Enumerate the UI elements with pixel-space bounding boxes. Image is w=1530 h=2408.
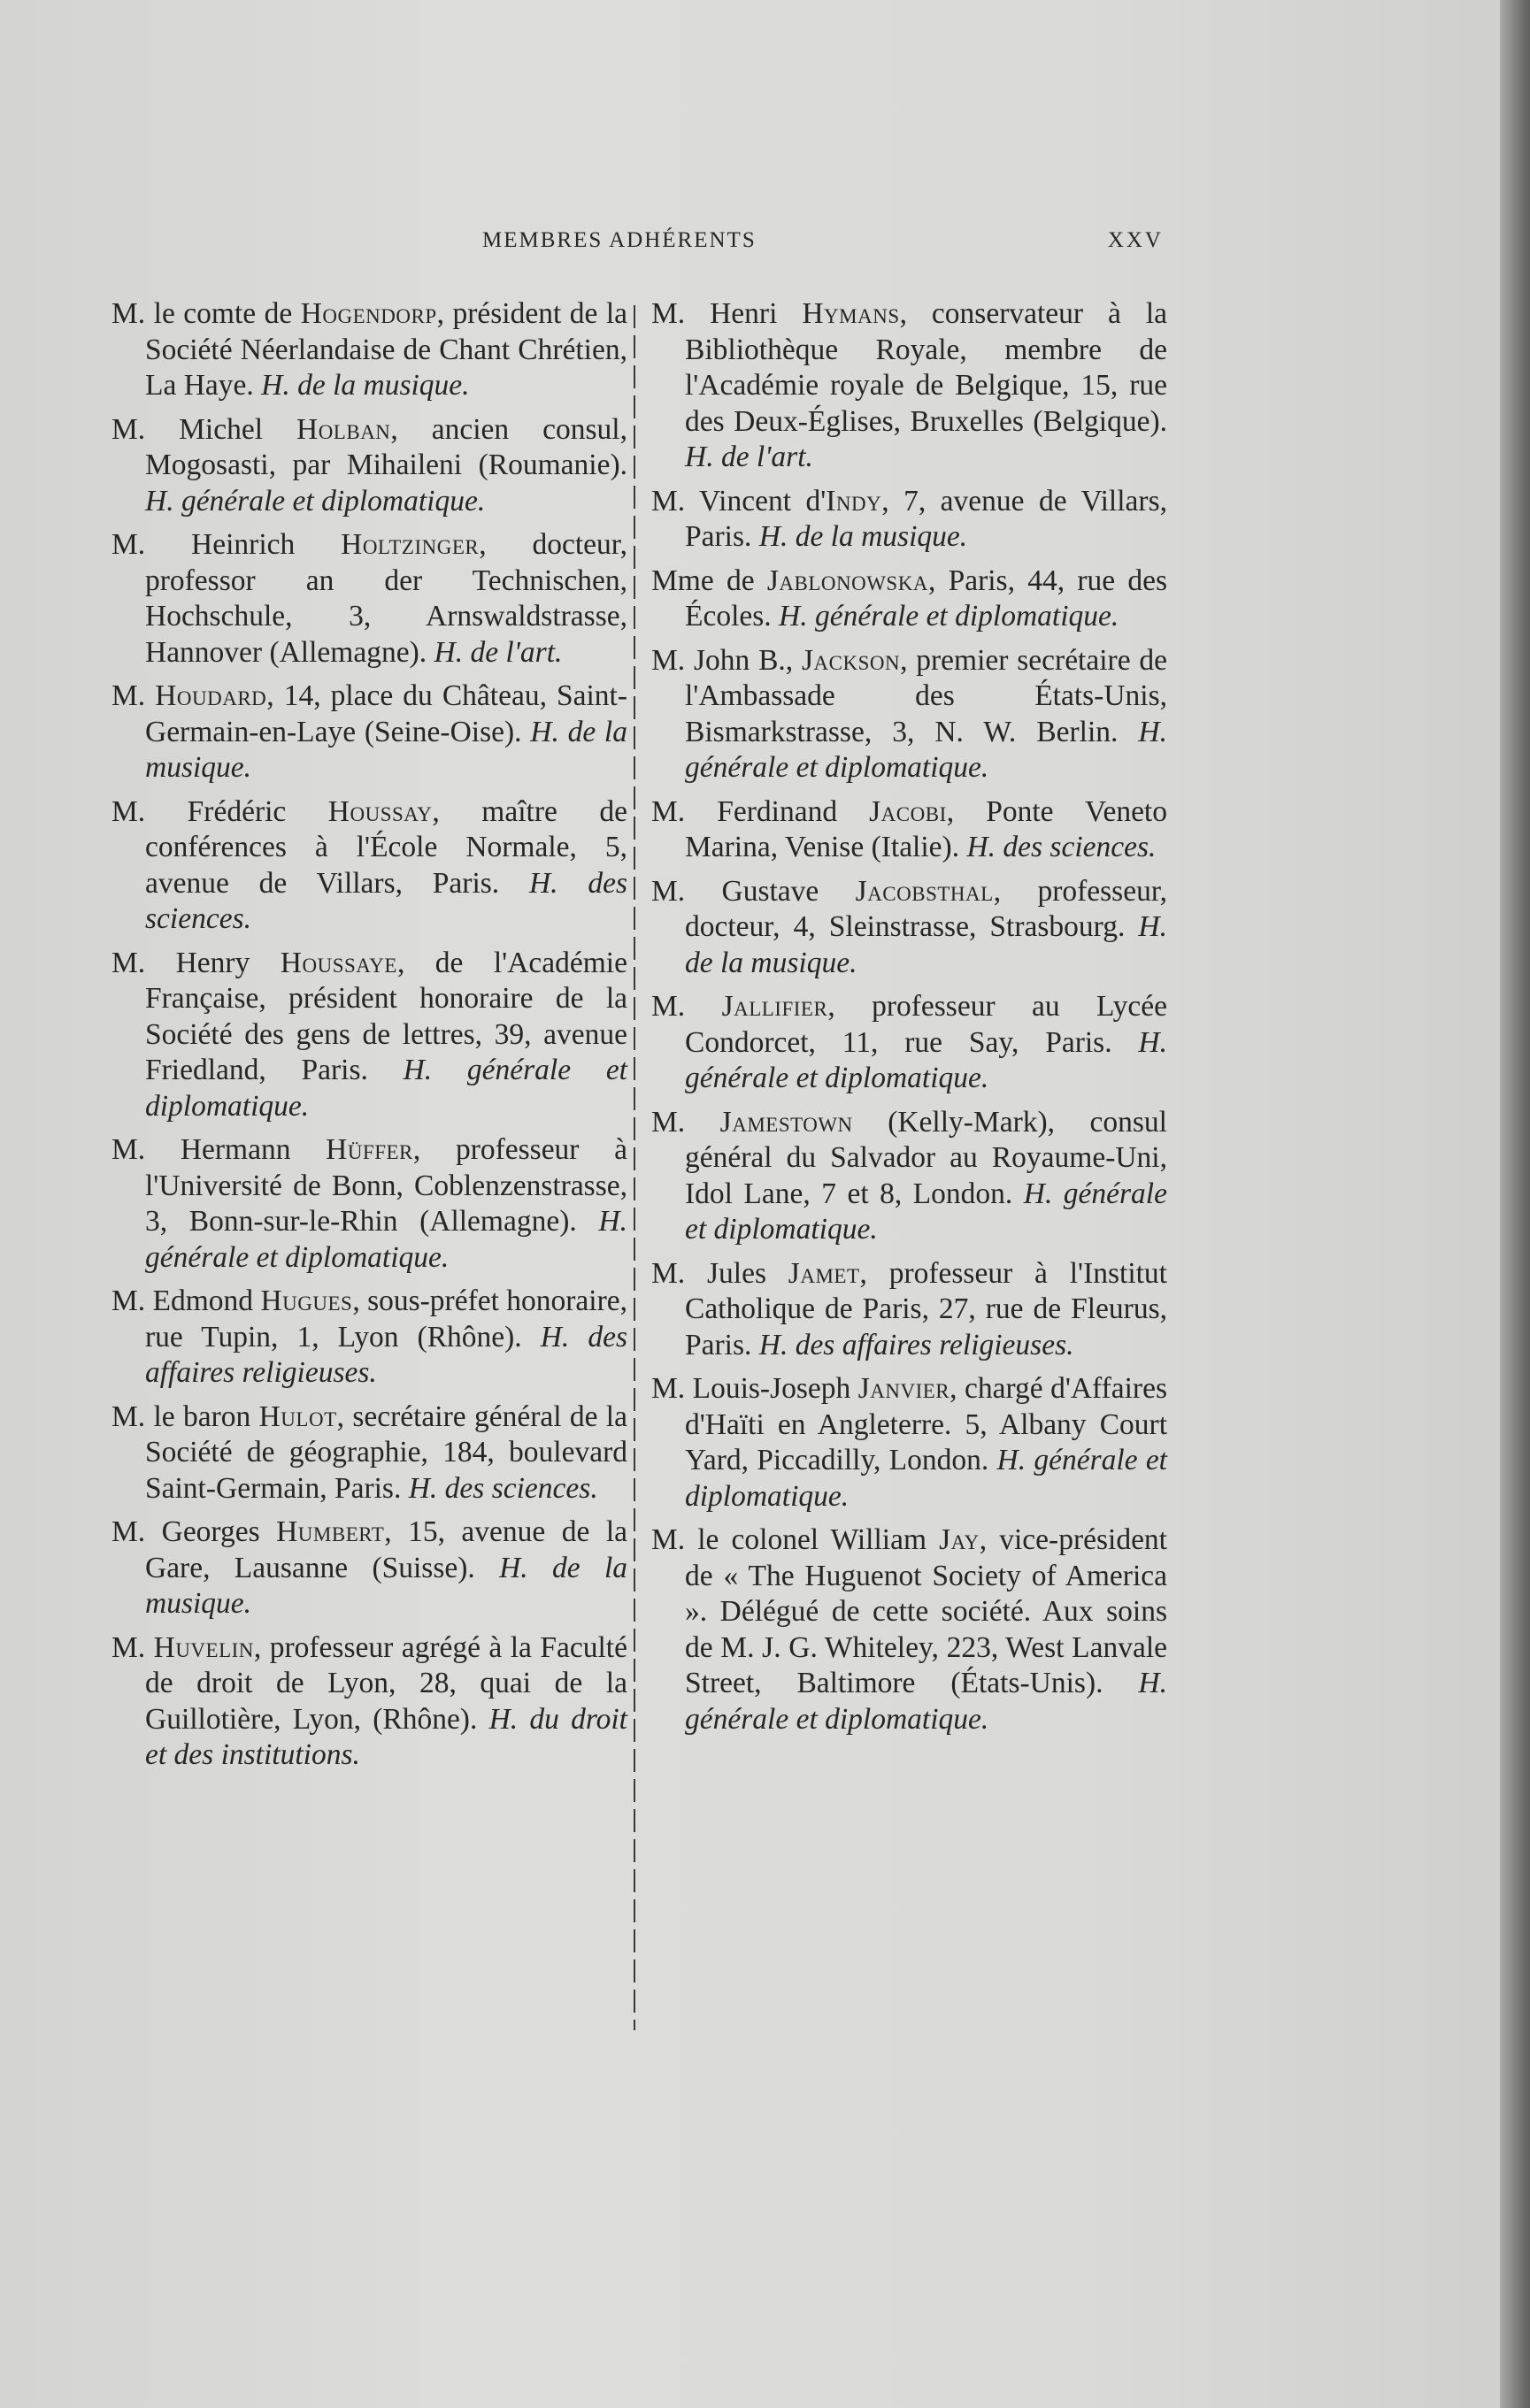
- member-entry: [111, 794, 627, 938]
- entry-details: , conservateur à la Bibliothèque Royale, membre de l'Académie royale de Belgique, 15, rue des Deux-Églises, Bruxelles (Belgique).: [685, 297, 1168, 438]
- member-name: Jallifier: [721, 990, 828, 1023]
- entry-prefix: M. Henry: [111, 946, 281, 979]
- page-number: XXV: [1107, 228, 1164, 252]
- history-section: H. de l'art.: [685, 441, 813, 473]
- member-entry: [111, 1630, 627, 1774]
- member-entry: [111, 679, 627, 786]
- entry-prefix: M. Gustave: [651, 874, 856, 908]
- member-entry: [111, 412, 627, 520]
- history-section: H. des sciences.: [145, 866, 627, 935]
- member-entry: [651, 1371, 1167, 1515]
- entry-prefix: M. Georges: [111, 1515, 277, 1548]
- entry-prefix: M. Vincent d': [651, 484, 827, 518]
- member-name: Jacobsthal: [855, 874, 994, 908]
- history-section: H. de la musique.: [261, 369, 470, 402]
- history-section: H. de la musique.: [685, 910, 1167, 979]
- entry-prefix: M. le comte de: [111, 297, 301, 330]
- member-entry: [651, 874, 1167, 982]
- entry-prefix: M.: [111, 1630, 154, 1664]
- page-edge-shadow: [1500, 0, 1530, 2408]
- history-section: H. générale et diplomatique.: [145, 1054, 627, 1123]
- member-entry: [651, 564, 1167, 635]
- entry-prefix: M. John B.,: [651, 643, 802, 677]
- member-name: Houssay: [327, 794, 433, 828]
- member-entry: [111, 946, 627, 1125]
- column-divider: [634, 305, 635, 2030]
- entry-details: , chargé d'Affaires d'Haïti en Angleterre. 5, Albany Court Yard, Piccadilly, London.: [685, 1372, 1167, 1476]
- member-name: Jacobi: [869, 794, 947, 828]
- entry-prefix: M. Michel: [111, 412, 296, 446]
- entry-prefix: Mme de: [651, 564, 767, 597]
- member-name: Humbert: [276, 1515, 385, 1548]
- history-section: H. générale et diplomatique.: [685, 1025, 1167, 1094]
- history-section: H. de la musique.: [758, 520, 968, 553]
- history-section: H. générale et diplomatique.: [685, 1667, 1167, 1736]
- member-name: Jay: [939, 1523, 980, 1556]
- member-entry: [651, 484, 1167, 556]
- history-section: H. des affaires religieuses.: [758, 1328, 1074, 1361]
- member-entry: [111, 1515, 627, 1622]
- entry-prefix: M. Louis-Joseph: [651, 1372, 858, 1405]
- entry-details: , maître de conférences à l'École Normale, 5, avenue de Villars, Paris.: [145, 794, 627, 900]
- history-section: H. de la musique.: [145, 715, 627, 784]
- entry-prefix: M. Jules: [651, 1256, 788, 1290]
- right-column: [651, 296, 1167, 1745]
- entry-prefix: M.: [651, 1105, 720, 1139]
- entry-details: , 14, place du Château, Saint-Germain-en-Laye (Seine-Oise).: [145, 679, 627, 748]
- member-name: Janvier: [857, 1372, 950, 1405]
- entry-details: (Kelly-Mark), consul général du Salvador au Royaume-Uni, Idol Lane, 7 et 8, London.: [685, 1105, 1167, 1210]
- entry-prefix: M.: [111, 679, 156, 712]
- history-section: H. générale et diplomatique.: [685, 1444, 1167, 1513]
- entry-prefix: M. Heinrich: [111, 528, 342, 561]
- member-name: Hüffer: [326, 1133, 413, 1166]
- running-title: MEMBRES ADHÉRENTS: [482, 228, 757, 252]
- member-name: Holban: [296, 412, 391, 446]
- entry-details: , secrétaire général de la Société de géographie, 184, boulevard Saint-Germain, Paris.: [145, 1400, 627, 1505]
- page-header: [482, 228, 1164, 264]
- member-name: Jamet: [788, 1256, 860, 1290]
- left-column: [111, 296, 627, 1782]
- history-section: H. des sciences.: [408, 1471, 598, 1505]
- member-name: Huvelin: [153, 1630, 254, 1664]
- member-entry: [651, 794, 1167, 866]
- entry-details: , Paris, 44, rue des Écoles.: [685, 564, 1167, 633]
- entry-prefix: M. le colonel William: [651, 1523, 940, 1556]
- member-entry: [651, 296, 1167, 476]
- member-name: Hogendorp: [300, 297, 437, 330]
- history-section: H. du droit et des institutions.: [145, 1702, 627, 1771]
- entry-prefix: M. Ferdinand: [651, 794, 870, 828]
- member-entry: [111, 1132, 627, 1276]
- entry-details: , sous-préfet honoraire, rue Tupin, 1, Lyon (Rhône).: [145, 1285, 628, 1354]
- history-section: H. générale et diplomatique.: [685, 715, 1167, 784]
- entry-prefix: M. le baron: [111, 1400, 259, 1433]
- member-entry: [651, 1105, 1167, 1248]
- entry-prefix: M. Hermann: [111, 1133, 327, 1166]
- history-section: H. des sciences.: [966, 831, 1157, 863]
- member-name: Jackson: [801, 643, 901, 677]
- member-name: Hymans: [802, 297, 900, 330]
- entry-details: , 15, avenue de la Gare, Lausanne (Suisse).: [145, 1515, 628, 1584]
- entry-prefix: M. Edmond: [111, 1285, 261, 1317]
- entry-details: , vice-président de « The Huguenot Society of America ». Délégué de cette société. Aux soins de M. J. G. Whiteley, 223, West Lanvale Street, Baltimore (États-Unis).: [685, 1523, 1167, 1699]
- entry-details: , ancien consul, Mogosasti, par Mihaileni (Roumanie).: [145, 412, 627, 481]
- member-entry: [111, 1284, 627, 1392]
- member-entry: [111, 1400, 627, 1507]
- entry-details: , docteur, professor an der Technischen, Hochschule, 3, Arnswaldstrasse, Hannover (Allemagne).: [145, 528, 627, 669]
- entry-prefix: M. Henri: [651, 297, 803, 330]
- member-name: Holtzinger: [341, 528, 480, 561]
- entry-prefix: M.: [651, 990, 722, 1023]
- member-entry: [111, 296, 627, 404]
- member-name: Jamestown: [719, 1105, 853, 1139]
- member-name: Indy: [826, 484, 882, 518]
- entry-details: , Ponte Veneto Marina, Venise (Italie).: [685, 794, 1167, 863]
- history-section: H. générale et diplomatique.: [685, 1177, 1167, 1246]
- member-name: Hulot: [258, 1400, 337, 1433]
- entry-details: , professeur au Lycée Condorcet, 11, rue Say, Paris.: [685, 990, 1167, 1059]
- history-section: H. de la musique.: [145, 1551, 627, 1620]
- entry-details: , premier secrétaire de l'Ambassade des États-Unis, Bismarkstrasse, 3, N. W. Berlin.: [685, 643, 1167, 748]
- member-entry: [651, 1256, 1167, 1364]
- member-name: Houdard: [155, 679, 267, 712]
- entry-details: , professeur agrégé à la Faculté de droit de Lyon, 28, quai de la Guillotière, Lyon, (Rhône).: [145, 1630, 627, 1736]
- entry-details: , 7, avenue de Villars, Paris.: [685, 484, 1167, 553]
- entry-details: , de l'Académie Française, président honoraire de la Société des gens de lettres, 39, avenue Friedland, Paris.: [145, 946, 627, 1086]
- entry-details: , professeur, docteur, 4, Sleinstrasse, Strasbourg.: [685, 874, 1168, 943]
- entry-details: , professeur à l'Université de Bonn, Coblenzenstrasse, 3, Bonn-sur-le-Rhin (Allemagne).: [145, 1133, 627, 1238]
- member-entry: [651, 989, 1167, 1097]
- entry-details: , professeur à l'Institut Catholique de Paris, 27, rue de Fleurus, Paris.: [685, 1256, 1167, 1361]
- entry-details: , président de la Société Néerlandaise de Chant Chrétien, La Haye.: [145, 297, 627, 402]
- member-name: Houssaye: [280, 946, 397, 979]
- member-name: Jablonowska: [766, 564, 928, 597]
- member-entry: [111, 527, 627, 671]
- history-section: H. des affaires religieuses.: [145, 1320, 627, 1389]
- history-section: H. générale et diplomatique.: [779, 600, 1119, 633]
- member-name: Hugues: [260, 1285, 353, 1317]
- entry-prefix: M. Frédéric: [111, 794, 328, 828]
- history-section: H. générale et diplomatique.: [145, 1205, 627, 1274]
- history-section: H. de l'art.: [434, 635, 563, 669]
- member-entry: [651, 643, 1167, 786]
- member-entry: [651, 1522, 1167, 1737]
- history-section: H. générale et diplomatique.: [145, 484, 486, 518]
